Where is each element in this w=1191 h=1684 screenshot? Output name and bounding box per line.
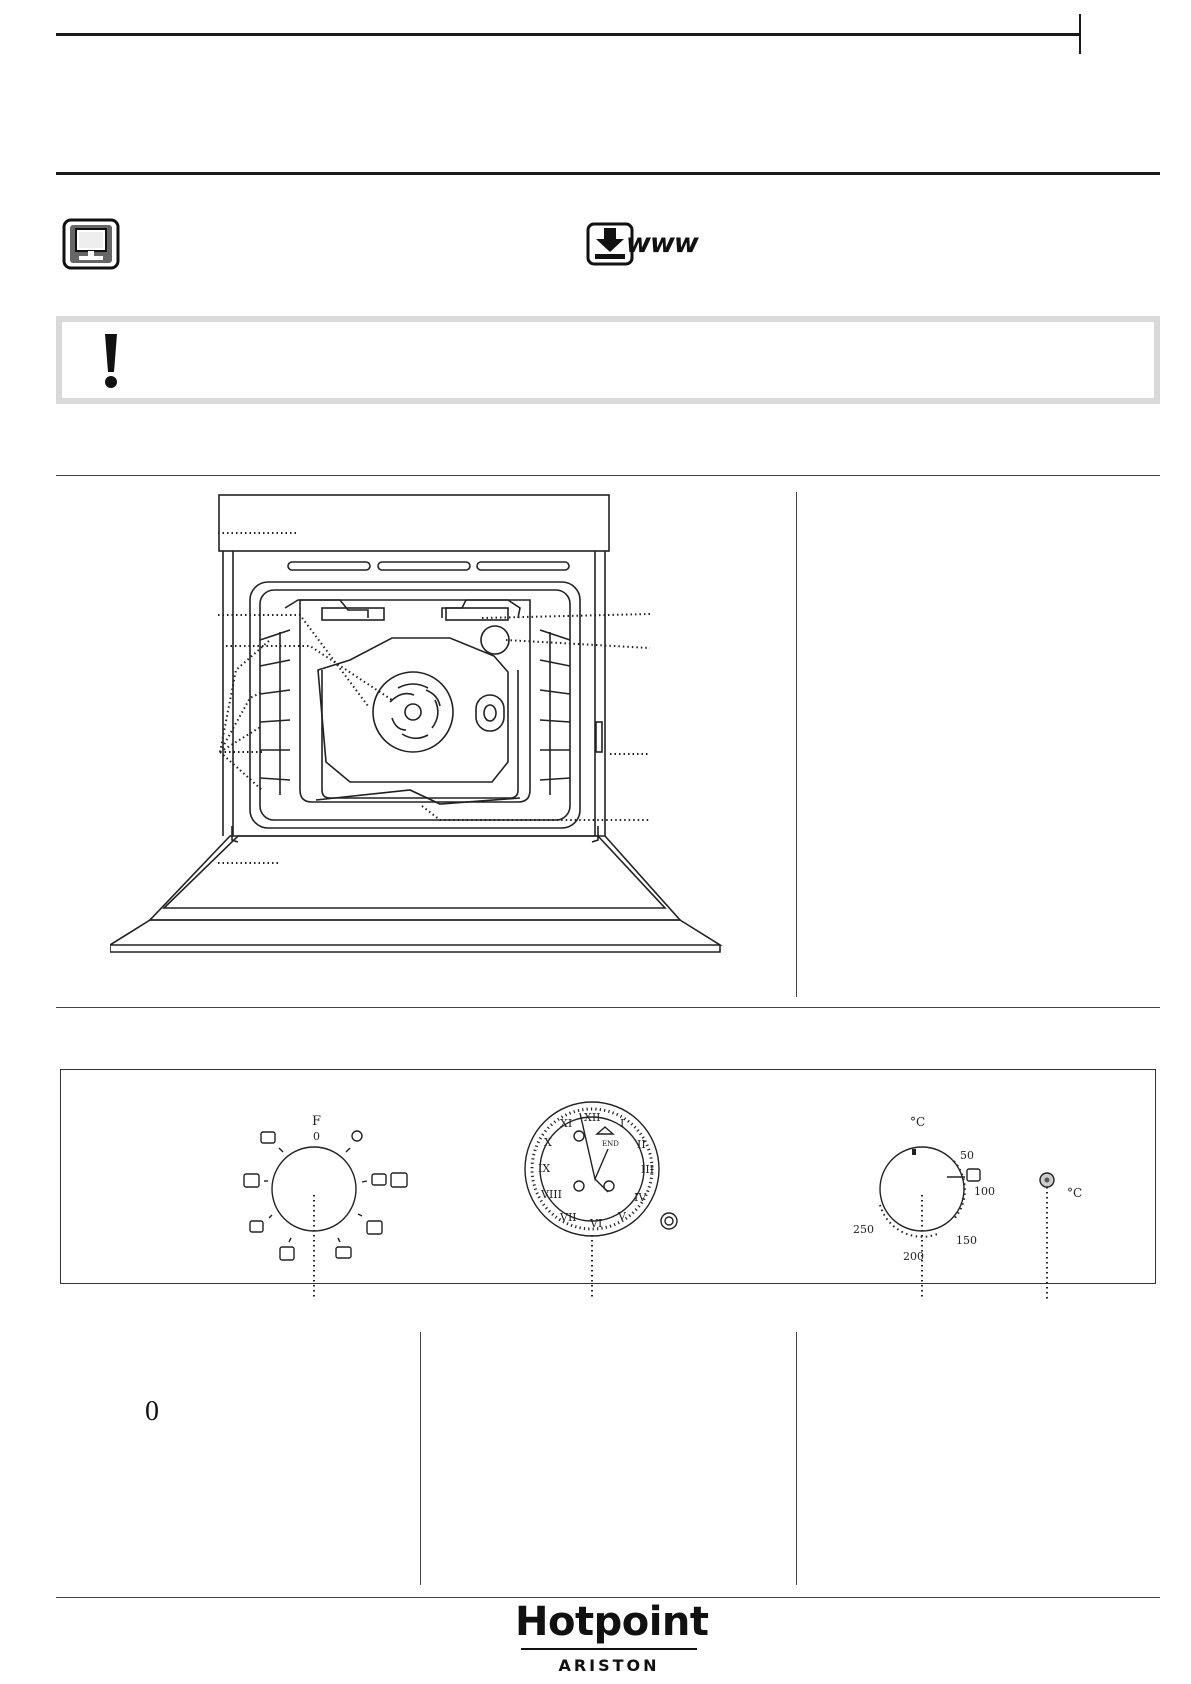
brand-underline [521,1648,697,1650]
bottom-column-divider-2 [796,1332,797,1585]
exclamation-icon [102,332,120,390]
thermostat-scale-150: 150 [956,1234,977,1247]
clock-numeral-1: I [620,1117,625,1130]
www-label: www [626,228,698,259]
clock-numeral-10: X [544,1136,552,1149]
function-knob [244,1131,407,1260]
clock-numeral-12: XII [584,1111,601,1124]
footer-rule [56,1597,1160,1598]
indicator-light-unit-label: °C [1067,1186,1083,1200]
section-rule [56,172,1160,175]
brand-logo [515,1599,709,1675]
oven-section-rule [56,475,1160,476]
clock-numeral-9: IX [538,1162,551,1175]
control-panel-drawing [60,1069,1156,1299]
clock-numeral-3: III [641,1163,655,1176]
top-rule [56,33,1080,36]
oven-diagram [110,490,730,955]
function-dial-f-label: F [312,1114,322,1129]
thermostat-unit-label: °C [910,1115,926,1129]
top-rule-tick [1079,14,1081,54]
clock-end-label: END [602,1140,619,1148]
clock-numeral-11: XI [560,1117,573,1130]
clock-numeral-5: V [618,1210,626,1223]
control-panel-outline [219,495,609,551]
clock-numeral-4: IV [634,1191,647,1204]
clock-numeral-2: II [637,1138,646,1151]
thermostat-scale-100: 100 [974,1185,995,1198]
clock-numeral-6: VI [590,1217,603,1230]
warning-box [56,316,1160,404]
thermostat-scale-200: 200 [903,1250,924,1263]
clock-numeral-7: VII [560,1211,577,1224]
function-dial-zero-label: 0 [313,1130,320,1143]
bottom-column-divider-1 [420,1332,421,1585]
left-column-zero: 0 [145,1396,159,1427]
oven-column-divider [796,492,797,997]
thermostat-scale-50: 50 [960,1149,974,1162]
brand-sub: ARISTON [558,1656,660,1675]
monitor-icon [62,218,120,270]
thermostat-scale-250: 250 [853,1223,874,1236]
brand-name: Hotpoint [515,1599,709,1645]
clock-numeral-8: VIII [541,1188,562,1201]
oven-section-bottom-rule [56,1007,1160,1008]
